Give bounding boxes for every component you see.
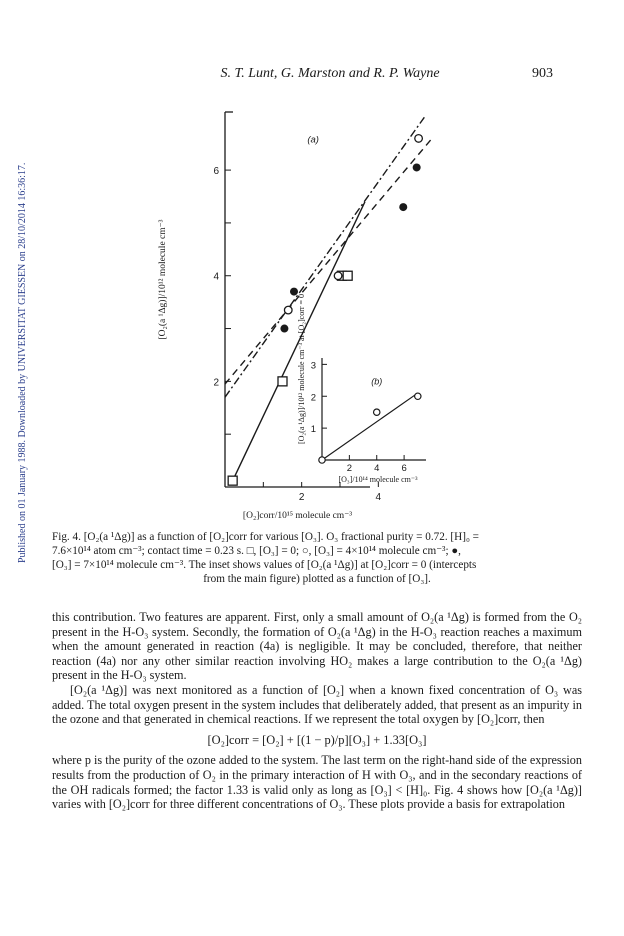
open-square-marker (278, 377, 287, 386)
page-header (0, 66, 624, 86)
x-tick-label: 2 (298, 492, 305, 503)
inset-fit-line (322, 393, 418, 460)
inset-y-tick-label: 1 (310, 424, 316, 436)
filled-circle-marker (399, 203, 407, 211)
inset-y-axis-label: [O₂(a ¹Δg)]/10¹² molecule cm⁻³ at [O₂]corr = 0 (297, 293, 306, 445)
inset-open-circle-marker (415, 393, 421, 399)
y-axis-label: [O₂(a ¹Δg)]/10¹² molecule cm⁻³ (158, 219, 168, 340)
running-head: S. T. Lunt, G. Marston and R. P. Wayne (220, 66, 440, 81)
inset-x-tick-label: 6 (401, 463, 407, 474)
panel-label: (a) (307, 134, 319, 146)
paragraph: where p is the purity of the ozone added to the system. The last term on the right-hand side of the expression results from the production of O₂ in the primary interaction of H with O₃, and in the secondary reactions of the OH radicals formed; the factor 1.33 is valid only as long as [O₃] < [H]₀. Fig. 4 shows how [O₂(a ¹Δg)] varies with [O₂]corr for three different concentrations of O₃. These plots provide a basis for extrapolation (52, 753, 582, 812)
filled-circle-marker (280, 325, 288, 333)
y-tick-label: 4 (213, 271, 219, 283)
download-watermark: Published on 01 January 1988. Downloaded by UNIVERSITAT GIESSEN on 28/10/2014 16:36:17. (17, 162, 28, 563)
paragraph: this contribution. Two features are apparent. First, only a small amount of O₂(a ¹Δg) is formed from the O₂ present in the H-O₃ system. Secondly, the formation of O₂(a ¹Δg) in the H-O₃ reaction reaches a maximum when the amount generated in reaction (4a) is negligible. It may be concluded, therefore, that neither reaction (4a) nor any other similar reaction involving HO₂ makes a large contribution to the O₂(a ¹Δg) present in the H-O₃ system. (52, 610, 582, 683)
inset-x-tick-label: 4 (374, 463, 380, 474)
open-circle-marker (284, 306, 292, 314)
figure-caption (52, 530, 582, 586)
figure-4 (140, 96, 440, 528)
equation: [O₂]corr = [O₂] + [(1 − p)/p][O₃] + 1.33[O₃] (207, 732, 427, 747)
open-circle-marker (334, 272, 342, 280)
inset-x-axis-label: [O₃]/10¹⁴ molecule cm⁻³ (338, 475, 418, 484)
caption-line: [O₃] = 7×10¹⁴ molecule cm⁻³. The inset shows values of [O₂(a ¹Δg)] at [O₂]corr = 0 (intercepts (52, 559, 477, 571)
y-tick-label: 6 (213, 166, 219, 178)
inset-open-circle-marker (374, 409, 380, 415)
open-circle-marker (415, 135, 423, 143)
fit-line-open-circle (225, 117, 424, 397)
page-number: 903 (532, 66, 553, 81)
x-tick-label: 4 (375, 492, 382, 503)
inset-y-tick-label: 2 (310, 392, 316, 404)
inset-open-circle-marker (319, 457, 325, 463)
filled-circle-marker (413, 163, 421, 171)
caption-line: 7.6×10¹⁴ atom cm⁻³; contact time = 0.23 s. □, [O₃] = 0; ○, [O₃] = 4×10¹⁴ molecule cm⁻³; ●, (52, 545, 461, 557)
caption-line: from the main figure) plotted as a function of [O₃]. (203, 573, 431, 585)
x-axis-label: [O₂]corr/10¹⁵ molecule cm⁻³ (242, 511, 353, 521)
caption-line: Fig. 4. [O₂(a ¹Δg)] as a function of [O₂]corr for various [O₃]. O₃ fractional purity = 0.72. [H]₀ = (52, 531, 479, 543)
fit-line-filled-circle (225, 138, 432, 387)
body-text (52, 610, 582, 812)
inset-y-tick-label: 3 (310, 360, 316, 372)
paragraph: [O₂(a ¹Δg)] was next monitored as a function of [O₂] when a known fixed concentration of O₃ was added. The total oxygen present in the system includes that deliberately added, that present as an impurity in the ozone and that generated in chemical reactions. If we represent the total oxygen by [O₂]corr, then (52, 682, 582, 727)
inset-x-tick-label: 2 (346, 463, 353, 474)
inset-panel-label: (b) (371, 376, 383, 387)
inset-plot (297, 294, 426, 484)
open-square-marker (228, 476, 237, 485)
y-tick-label: 2 (213, 377, 219, 389)
open-square-marker (343, 271, 352, 280)
